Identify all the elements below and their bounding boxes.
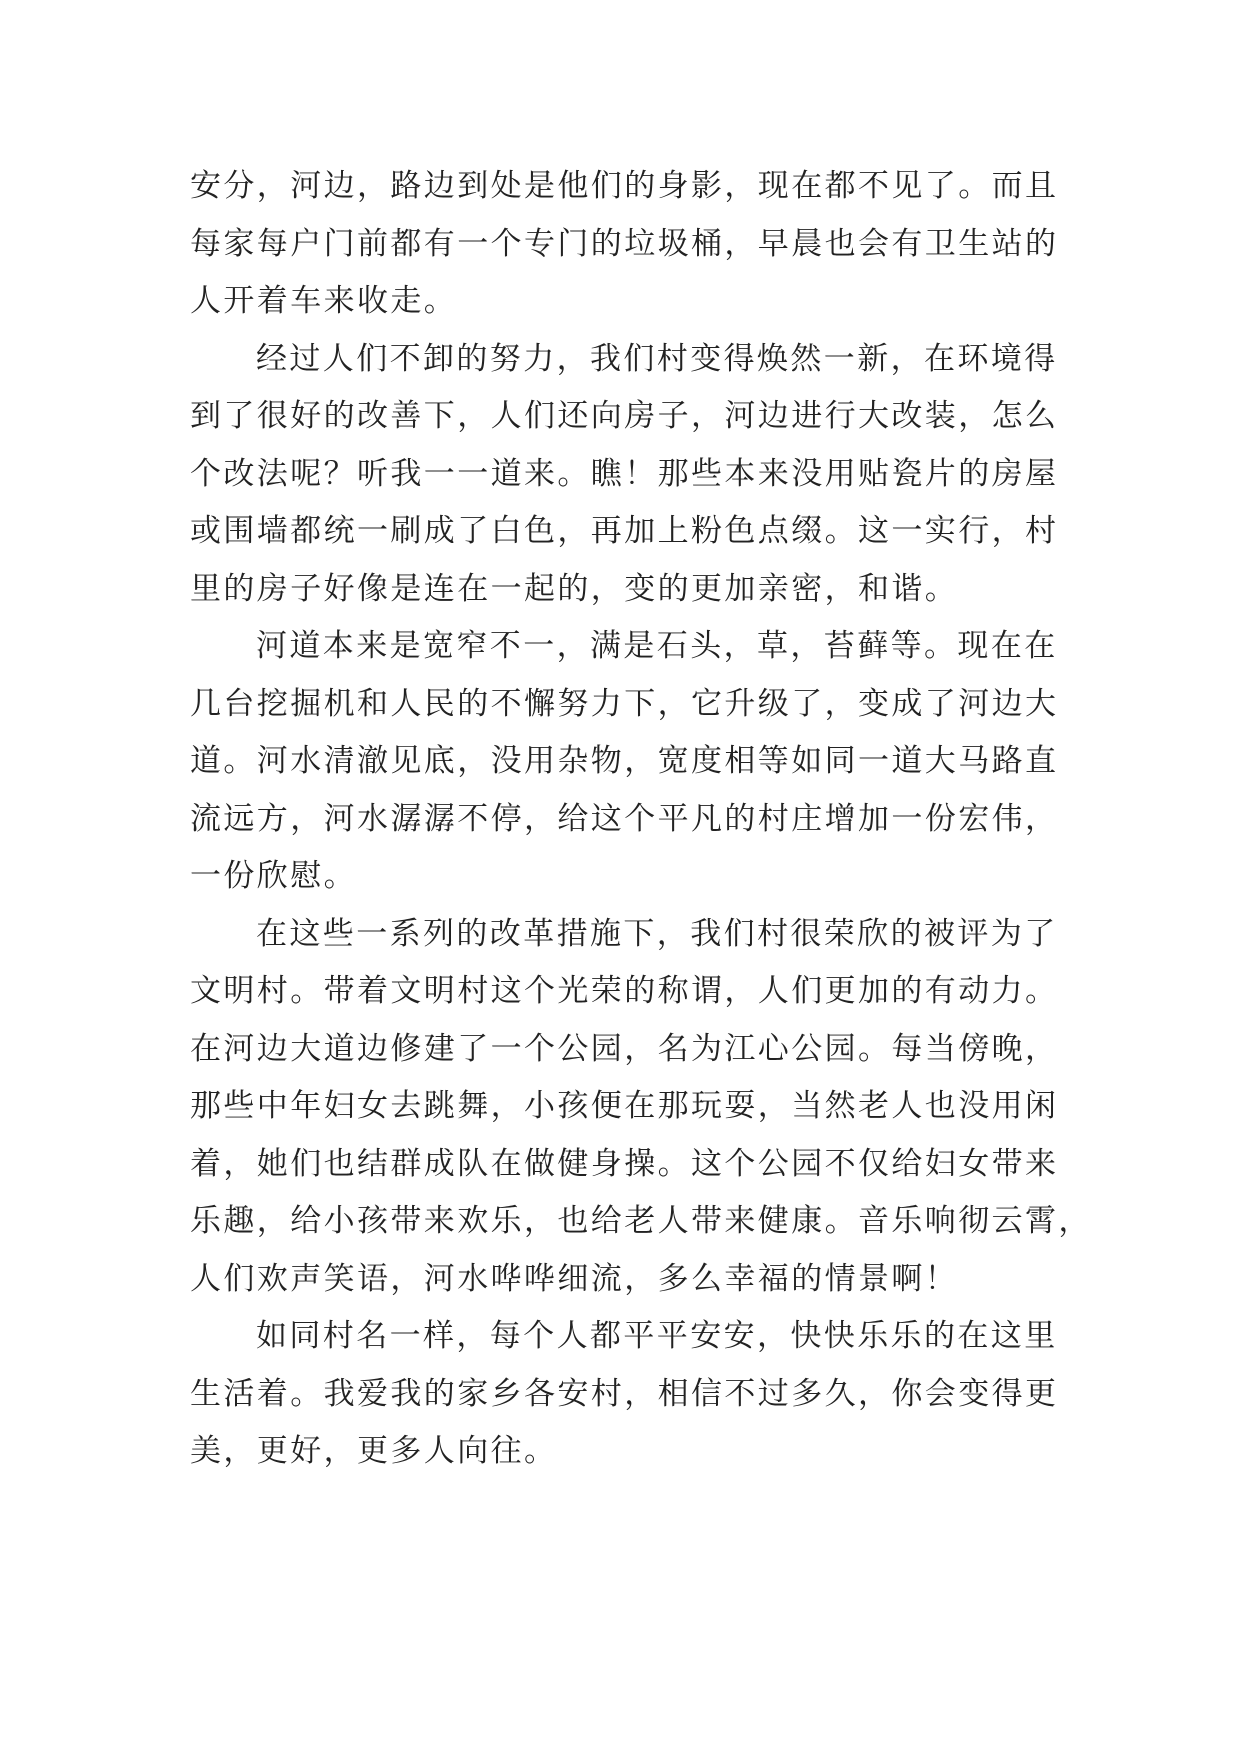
text-line: 几台挖掘机和人民的不懈努力下，它升级了，变成了河边大 [190,685,1059,722]
text-line: 文明村。带着文明村这个光荣的称谓，人们更加的有动力。 [190,973,1059,1009]
paragraph-river-channel [190,618,1070,906]
text-line: 人们欢声笑语，河水哗哗细流，多么幸福的情景啊！ [190,1260,959,1297]
text-line: 如同村名一样，每个人都平平安安，快快乐乐的在这里 [256,1318,1058,1354]
text-line: 每家每户门前都有一个专门的垃圾桶，早晨也会有卫生站的 [190,225,1059,262]
paragraph-continued [190,158,1070,331]
text-line: 乐趣，给小孩带来欢乐，也给老人带来健康。音乐响彻云霄， [190,1203,1092,1239]
text-line: 那些中年妇女去跳舞，小孩便在那玩耍，当然老人也没用闲 [190,1088,1059,1124]
text-line: 安分，河边，路边到处是他们的身影，现在都不见了。而且 [190,168,1059,204]
text-line: 经过人们不卸的努力，我们村变得焕然一新，在环境得 [256,340,1058,377]
text-line: 里的房子好像是连在一起的，变的更加亲密，和谐。 [190,570,959,607]
text-line: 人开着车来收走。 [190,283,458,319]
text-line: 到了很好的改善下，人们还向房子，河边进行大改装，怎么 [190,398,1059,434]
text-line: 在这些一系列的改革措施下，我们村很荣欣的被评为了 [256,915,1058,952]
text-line: 美，更好，更多人向往。 [190,1433,558,1469]
text-line: 着，她们也结群成队在做健身操。这个公园不仅给妇女带来 [190,1145,1059,1182]
text-line: 流远方，河水潺潺不停，给这个平凡的村庄增加一份宏伟， [190,800,1059,837]
document-body [190,158,1092,1481]
text-line: 在河边大道边修建了一个公园，名为江心公园。每当傍晚， [190,1030,1059,1067]
text-line: 或围墙都统一刷成了白色，再加上粉色点缀。这一实行，村 [190,513,1059,549]
paragraph-village-renovation [190,331,1070,619]
text-line: 生活着。我爱我的家乡各安村，相信不过多久，你会变得更 [190,1375,1059,1412]
paragraph-civilized-village [190,906,1092,1309]
text-line: 个改法呢？听我一一道来。瞧！那些本来没用贴瓷片的房屋 [190,455,1059,492]
text-line: 一份欣慰。 [190,858,357,894]
text-line: 河道本来是宽窄不一，满是石头，草，苔藓等。现在在 [256,628,1058,664]
paragraph-conclusion [190,1308,1070,1481]
text-line: 道。河水清澈见底，没用杂物，宽度相等如同一道大马路直 [190,743,1059,779]
